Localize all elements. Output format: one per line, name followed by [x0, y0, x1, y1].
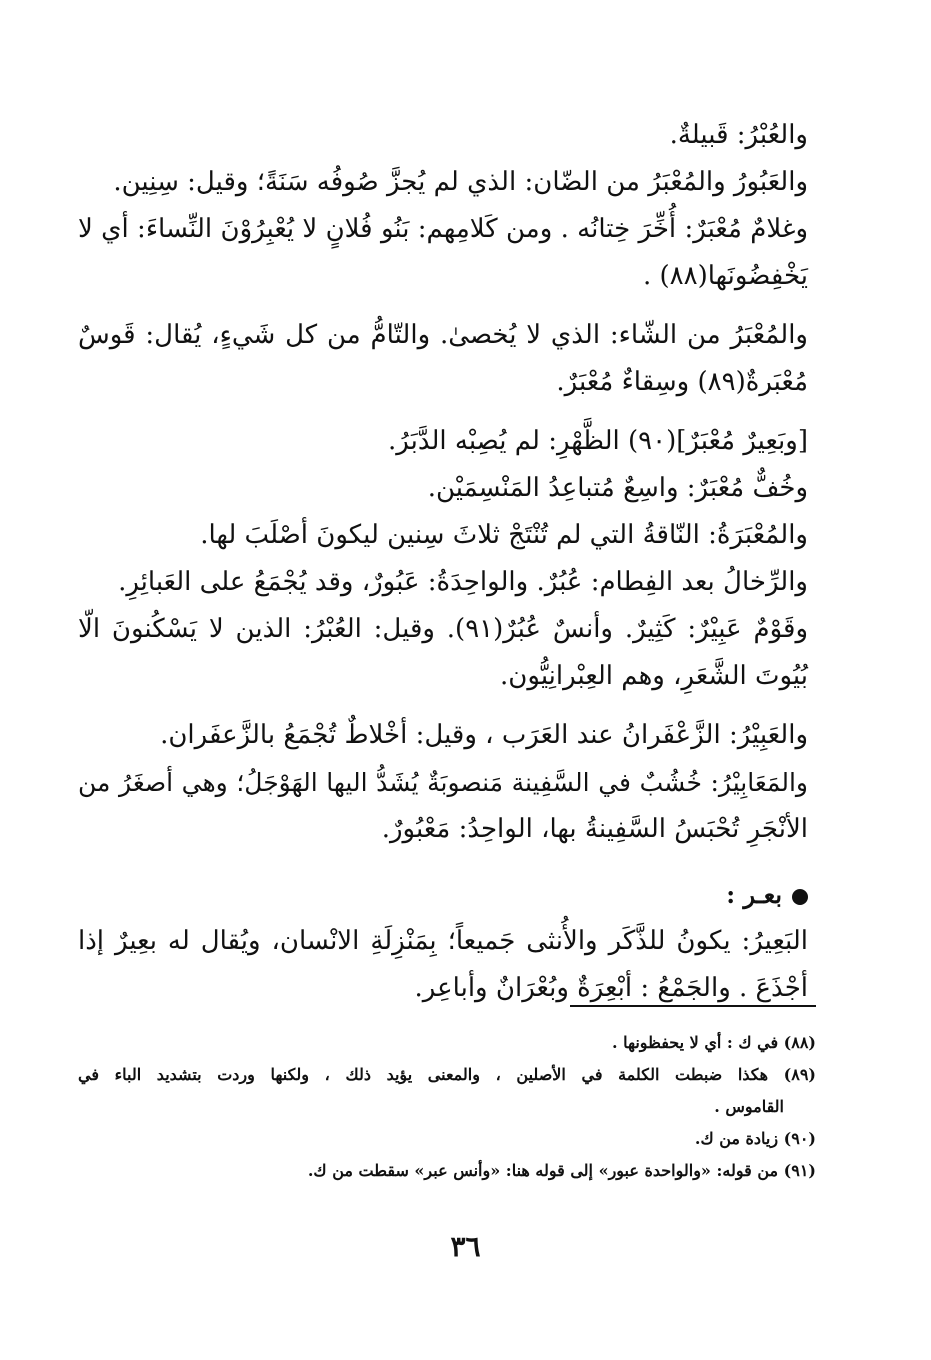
text-line: البَعِيرُ: يكونُ للذَّكَر والأُنثى جَميعاً؛ بِمَنْزِلَةِ الانْسان، ويُقال له بعِيرٌ إذا	[78, 926, 808, 956]
page-number: ٣٦	[450, 1230, 481, 1263]
text-line: والمُعْبَرُ من الشّاء: الذي لا يُخصىٰ. والتّامُّ من كل شَيءٍ، يُقال: قَوسٌ	[78, 320, 808, 350]
text-line: أجْذَعَ . والجَمْعُ : أبْعِرَةٌ وبُعْرَانٌ وأباعِر.	[414, 973, 808, 1003]
text-line: والمُعْبَرَةُ: النّاقةُ التي لم تُنْتَجْ ثلاثَ سِنين ليكونَ أصْلَبَ لها.	[200, 520, 808, 550]
text-line: وخُفٌّ مُعْبَرٌ: واسِعٌ مُتباعِدُ المَنْسِمَيْن.	[427, 473, 808, 503]
text-line: بُيُوتَ الشَّعَرِ، وهم العِبْرانِيُّون.	[500, 661, 808, 691]
text-line: الأنْجَرِ تُحْبَسُ السَّفِينةُ بها، الواحِدُ: مَعْبُورٌ.	[381, 814, 808, 844]
text-line: [وبَعِيرٌ مُعْبَرٌ](٩٠) الظَّهْرِ: لم يُصِبْه الدَّبَرُ.	[387, 426, 808, 456]
section-heading-label: بعـر :	[726, 880, 782, 909]
text-line: يَخْفِضُونَها(٨٨) .	[642, 261, 808, 291]
text-line: والرِّخالُ بعد الفِطام: عُبُرٌ. والواحِدَةُ: عَبُورٌ، وقد يُجْمَعُ على العَبائِرِ.	[118, 567, 808, 597]
bullet-icon	[792, 889, 808, 905]
main-text	[78, 112, 808, 1012]
footnote-89: (٨٩) هكذا ضبطت الكلمة في الأصلين ، والمعنى يؤيد ذلك ، ولكنها وردت بتشديد الباء في	[78, 1065, 816, 1084]
text-line: وقَوْمٌ عَبِيْرٌ: كَثِيرٌ. وأنسٌ عُبُرٌ(٩١). وقيل: العُبْرُ: الذين لا يَسْكُنونَ الّا	[78, 614, 808, 644]
footnotes	[78, 1027, 816, 1187]
footnote-divider	[570, 1005, 816, 1007]
text-line: مُعْبَرةٌ(٨٩) وسِقاءٌ مُعْبَرٌ.	[556, 367, 808, 397]
section-heading	[78, 871, 808, 918]
text-line: والعُبْرُ: قَبيلةٌ.	[669, 120, 808, 150]
footnote-90: (٩٠) زيادة من ك.	[694, 1129, 816, 1148]
text-line: والعَبُورُ والمُعْبَرُ من الضّان: الذي لم يُجزَّ صُوفُه سَنَةً؛ وقيل: سِنِين.	[113, 167, 808, 197]
footnote-89-continued: القاموس .	[714, 1097, 784, 1116]
text-line: وغلامٌ مُعْبَرٌ: أُخِّرَ خِتانُه . ومن كَلامِهم: بَنُو فُلانٍ لا يُعْبِرُوْنَ النِّساءَ: أي لا	[78, 214, 808, 244]
text-line: والعَبِيْرُ: الزَّعْفَرانُ عند العَرَب ، وقيل: أخْلاطٌ تُجْمَعُ بالزَّعفَران.	[160, 720, 808, 750]
footnote-91: (٩١) من قوله: «والواحدة عبور» إلى قوله هنا: «وأنس عبر» سقطت من ك.	[307, 1161, 816, 1180]
text-line: والمَعَابِيْرُ: خُشُبٌ في السَّفِينة مَنصوبَةٌ يُشَدُّ اليها الهَوْجَلُ؛ وهي أصغَرُ من	[78, 768, 808, 797]
footnote-88: (٨٨) في ك : أي لا يحفظونها .	[611, 1033, 816, 1052]
